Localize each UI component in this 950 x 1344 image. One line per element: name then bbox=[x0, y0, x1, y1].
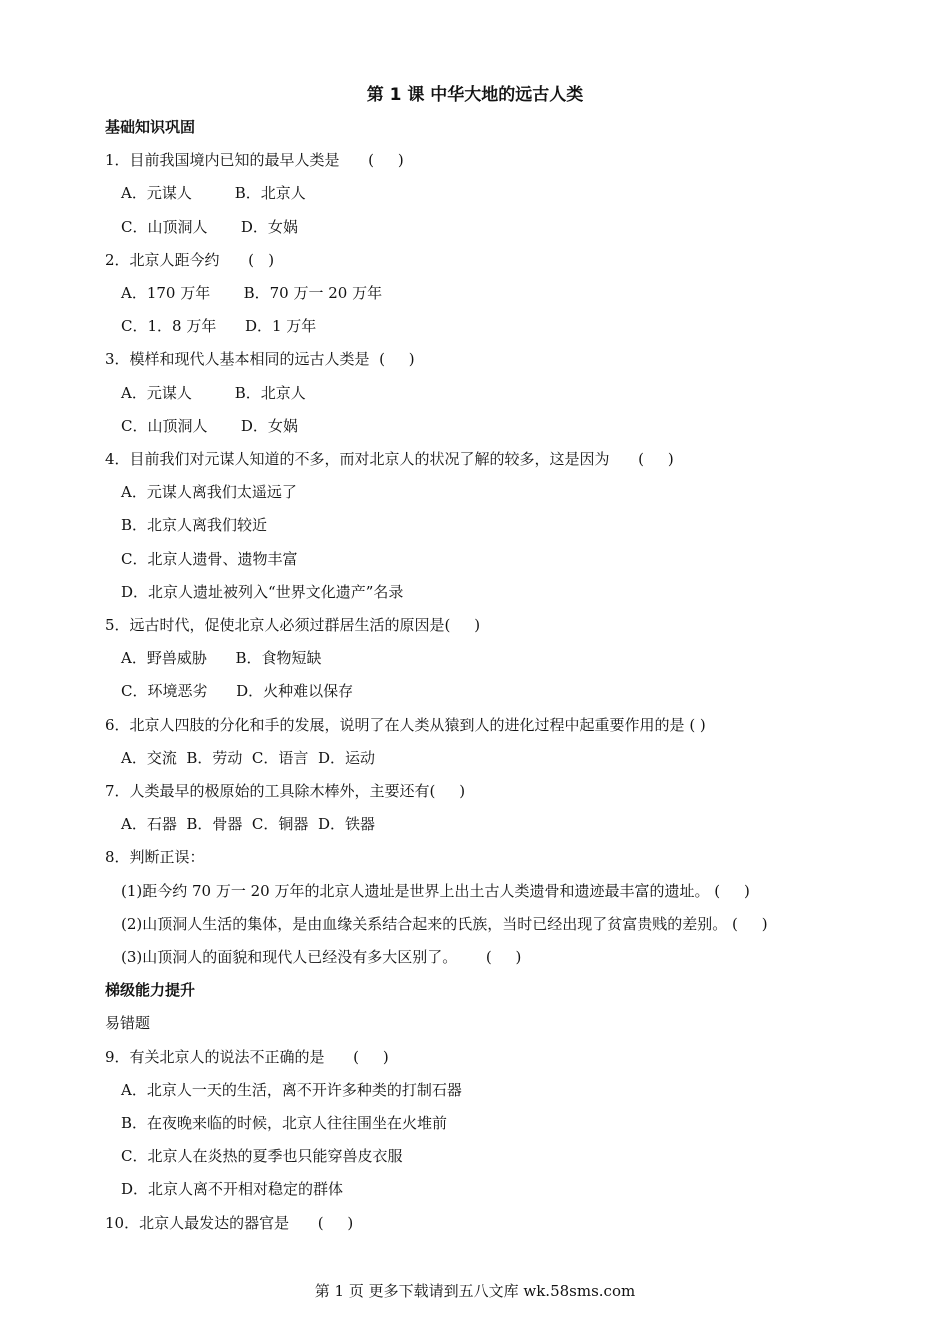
answer-option: A．野兽威胁 B．食物短缺 bbox=[121, 649, 322, 667]
answer-option: C．山顶洞人 D．女娲 bbox=[121, 218, 298, 236]
answer-option: A．元谋人 B．北京人 bbox=[121, 184, 306, 202]
question-text: 3．模样和现代人基本相同的远古人类是 ( ) bbox=[105, 350, 415, 368]
question-text: 8．判断正误： bbox=[105, 848, 205, 866]
answer-option: C．北京人遗骨、遗物丰富 bbox=[121, 550, 298, 568]
section-heading: 梯级能力提升 bbox=[105, 981, 196, 999]
page-footer: 第 1 页 更多下载请到五八文库 wk.58sms.com bbox=[314, 1282, 636, 1300]
judgement-item: (2)山顶洞人生活的集体，是由血缘关系结合起来的氏族，当时已经出现了贫富贵贱的差别。 ( ) bbox=[121, 915, 768, 933]
answer-option: C．北京人在炎热的夏季也只能穿兽皮衣服 bbox=[121, 1147, 403, 1165]
answer-option: B．在夜晚来临的时候，北京人往往围坐在火堆前 bbox=[121, 1114, 448, 1132]
question-text: 1．目前我国境内已知的最早人类是 ( ) bbox=[105, 151, 404, 169]
answer-option: B．北京人离我们较近 bbox=[121, 516, 268, 534]
answer-option: C．山顶洞人 D．女娲 bbox=[121, 417, 298, 435]
question-text: 6．北京人四肢的分化和手的发展，说明了在人类从猿到人的进化过程中起重要作用的是 ( ) bbox=[105, 716, 706, 734]
lesson-title: 第 1 课 中华大地的远古人类 bbox=[366, 85, 584, 105]
answer-option: D．北京人离不开相对稳定的群体 bbox=[121, 1180, 344, 1198]
judgement-item: (1)距今约 70 万一 20 万年的北京人遗址是世界上出土古人类遗骨和遗迹最丰富的遗址。 ( ) bbox=[121, 882, 750, 900]
answer-option: A．170 万年 B．70 万一 20 万年 bbox=[121, 284, 383, 302]
answer-option: A．交流 B．劳动 C．语言 D．运动 bbox=[121, 749, 375, 767]
answer-option: A．石器 B．骨器 C．铜器 D．铁器 bbox=[121, 815, 375, 833]
question-text: 7．人类最早的极原始的工具除木棒外，主要还有( ) bbox=[105, 782, 466, 800]
answer-option: A．元谋人 B．北京人 bbox=[121, 384, 306, 402]
answer-option: C．1．8 万年 D．1 万年 bbox=[121, 317, 317, 335]
answer-option: A．元谋人离我们太遥远了 bbox=[121, 483, 297, 501]
subsection-label: 易错题 bbox=[105, 1014, 151, 1032]
question-text: 10．北京人最发达的器官是 ( ) bbox=[105, 1214, 354, 1232]
question-text: 5．远古时代，促使北京人必须过群居生活的原因是( ) bbox=[105, 616, 481, 634]
answer-option: D．北京人遗址被列入“世界文化遗产”名录 bbox=[121, 583, 404, 601]
judgement-item: (3)山顶洞人的面貌和现代人已经没有多大区别了。 ( ) bbox=[121, 948, 522, 966]
section-heading: 基础知识巩固 bbox=[105, 118, 196, 136]
answer-option: A．北京人一天的生活，离不开许多种类的打制石器 bbox=[121, 1081, 462, 1099]
question-text: 2．北京人距今约 ( ) bbox=[105, 251, 275, 269]
question-text: 9．有关北京人的说法不正确的是 ( ) bbox=[105, 1048, 389, 1066]
question-text: 4．目前我们对元谋人知道的不多，而对北京人的状况了解的较多，这是因为 ( ) bbox=[105, 450, 674, 468]
answer-option: C．环境恶劣 D．火种难以保存 bbox=[121, 682, 354, 700]
